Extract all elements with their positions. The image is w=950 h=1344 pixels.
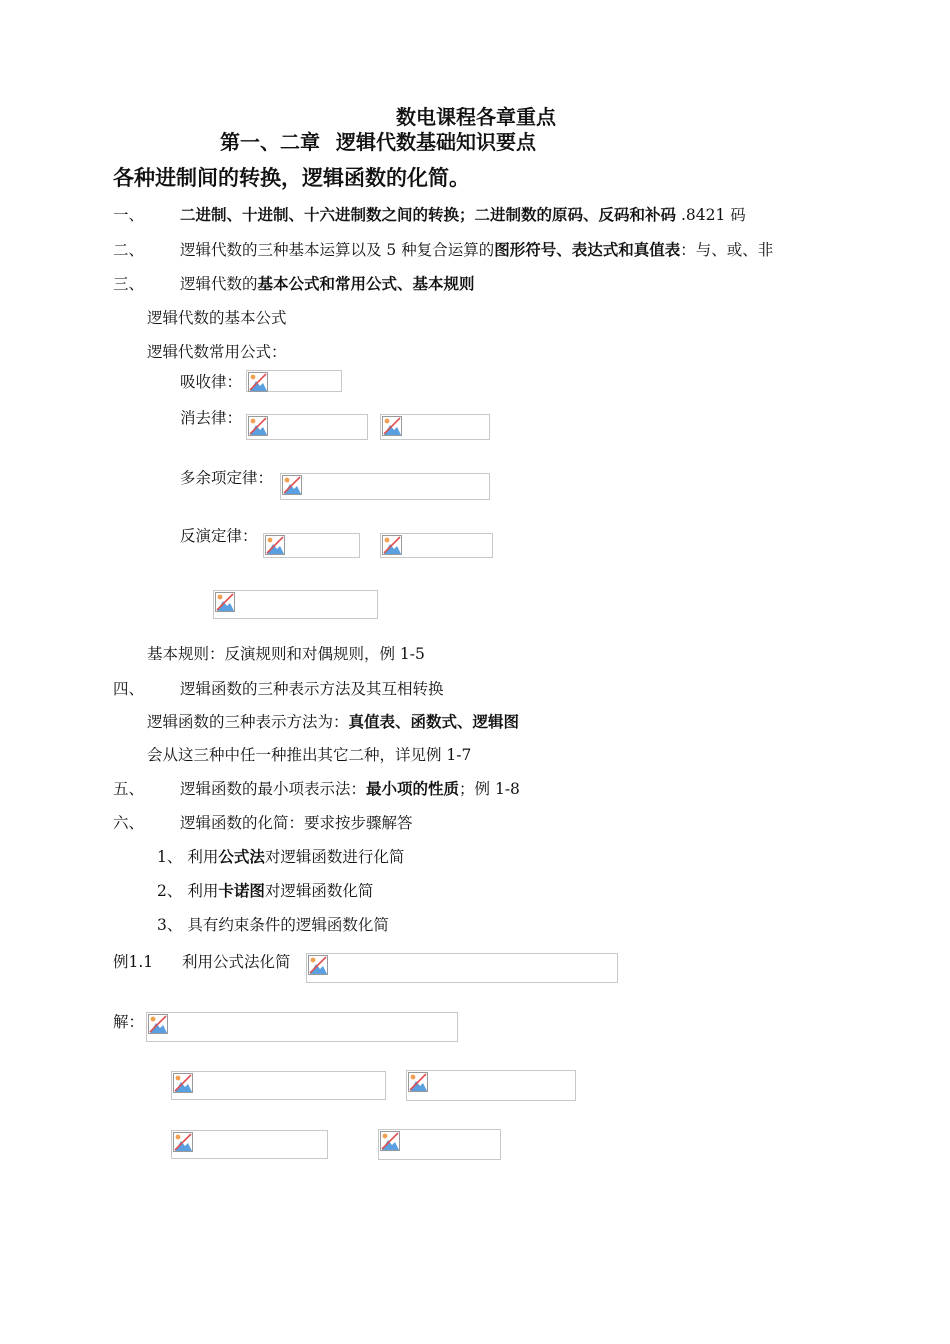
example-formula-image xyxy=(306,953,618,983)
broken-image-icon xyxy=(381,534,403,556)
chapter-title: 逻辑代数基础知识要点 xyxy=(336,130,536,154)
solution-formula-image-1 xyxy=(146,1012,458,1042)
broken-image-icon xyxy=(379,1130,401,1152)
broken-image-icon xyxy=(172,1072,194,1094)
step-3 xyxy=(157,913,389,935)
step-1 xyxy=(157,845,404,867)
solution-formula-image-5 xyxy=(378,1129,501,1160)
demorgan-formula-image-1 xyxy=(263,533,360,558)
item-2-pre: 逻辑代数的三种基本运算以及 5 种复合运算的 xyxy=(180,241,495,259)
step-2-bold: 卡诺图 xyxy=(218,881,265,900)
chapter-heading xyxy=(220,126,536,155)
item-5-number: 五、 xyxy=(113,780,145,798)
broken-image-icon xyxy=(214,591,236,613)
derive-line: 会从这三种中任一种推出其它二种，详见例 1-7 xyxy=(147,746,472,764)
broken-image-icon xyxy=(247,415,269,437)
broken-image-icon xyxy=(172,1131,194,1153)
item-1-bold: 二进制、十进制、十六进制数之间的转换；二进制数的原码、反码和补码 xyxy=(180,205,677,224)
absorption-law-label: 吸收律： xyxy=(180,373,243,391)
broken-image-icon xyxy=(147,1013,169,1035)
page-title: 数电课程各章重点 xyxy=(396,105,556,129)
step-1-tail: 对逻辑函数进行化简 xyxy=(264,848,405,866)
elimination-formula-image-2 xyxy=(380,414,490,440)
elimination-law-label: 消去律： xyxy=(180,409,243,427)
basic-formula-label: 逻辑代数的基本公式 xyxy=(147,309,287,327)
representation-pre: 逻辑函数的三种表示方法为： xyxy=(147,713,349,731)
absorption-formula-image xyxy=(246,370,342,392)
broken-image-icon xyxy=(381,415,403,437)
demorgan-law-label: 反演定律： xyxy=(180,527,258,545)
step-2 xyxy=(157,879,373,901)
step-2-tail: 对逻辑函数化简 xyxy=(264,882,374,900)
item-5-bold: 最小项的性质 xyxy=(366,779,460,798)
item-6-number: 六、 xyxy=(113,814,145,832)
broken-image-icon xyxy=(281,474,303,496)
item-3-pre: 逻辑代数的 xyxy=(180,275,258,293)
item-1-text xyxy=(180,203,746,225)
chapter-label: 第一、二章 xyxy=(220,130,320,154)
item-1-tail: .8421 码 xyxy=(676,206,746,224)
item-4-number: 四、 xyxy=(113,680,145,698)
common-formula-label: 逻辑代数常用公式： xyxy=(147,343,287,361)
demorgan-formula-image-2 xyxy=(380,533,493,558)
item-5-pre: 逻辑函数的最小项表示法： xyxy=(180,780,367,798)
step-1-number: 1、 xyxy=(157,848,183,866)
representation-bold: 真值表、函数式、逻辑图 xyxy=(348,712,520,731)
step-3-number: 3、 xyxy=(157,916,183,934)
solution-label: 解： xyxy=(113,1013,145,1031)
item-4-text: 逻辑函数的三种表示方法及其互相转换 xyxy=(180,680,444,698)
broken-image-icon xyxy=(247,371,269,393)
item-1-number: 一、 xyxy=(113,206,145,224)
item-6-text: 逻辑函数的化简：要求按步骤解答 xyxy=(180,814,413,832)
section-subtitle: 各种进制间的转换，逻辑函数的化简。 xyxy=(113,165,470,190)
item-3-bold: 基本公式和常用公式、基本规则 xyxy=(257,274,475,293)
solution-formula-image-4 xyxy=(171,1130,328,1159)
step-3-pre: 具有约束条件的逻辑函数化简 xyxy=(187,916,389,934)
item-2-tail: ：与、或、非 xyxy=(680,241,774,259)
item-5-text xyxy=(180,777,520,799)
example-label: 例1.1 xyxy=(113,953,154,971)
basic-rules-line: 基本规则：反演规则和对偶规则，例 1-5 xyxy=(147,645,425,663)
solution-formula-image-2 xyxy=(171,1071,386,1100)
step-1-bold: 公式法 xyxy=(218,847,265,866)
item-2-number: 二、 xyxy=(113,241,145,259)
step-2-pre: 利用 xyxy=(187,882,219,900)
step-2-number: 2、 xyxy=(157,882,183,900)
solution-formula-image-3 xyxy=(406,1070,576,1101)
broken-image-icon xyxy=(407,1071,429,1093)
item-3-text xyxy=(180,272,475,294)
broken-image-icon xyxy=(307,954,329,976)
item-2-bold: 图形符号、表达式和真值表 xyxy=(494,240,681,259)
demorgan-formula-image-3 xyxy=(213,590,378,619)
elimination-formula-image-1 xyxy=(246,414,368,440)
item-5-tail: ；例 1-8 xyxy=(459,780,520,798)
item-3-number: 三、 xyxy=(113,275,145,293)
item-2-text xyxy=(180,238,773,260)
step-1-pre: 利用 xyxy=(187,848,219,866)
redundancy-law-label: 多余项定律： xyxy=(180,469,274,487)
representation-line xyxy=(147,710,519,732)
broken-image-icon xyxy=(264,534,286,556)
redundancy-formula-image xyxy=(280,473,490,500)
example-text: 利用公式法化简 xyxy=(182,953,291,971)
